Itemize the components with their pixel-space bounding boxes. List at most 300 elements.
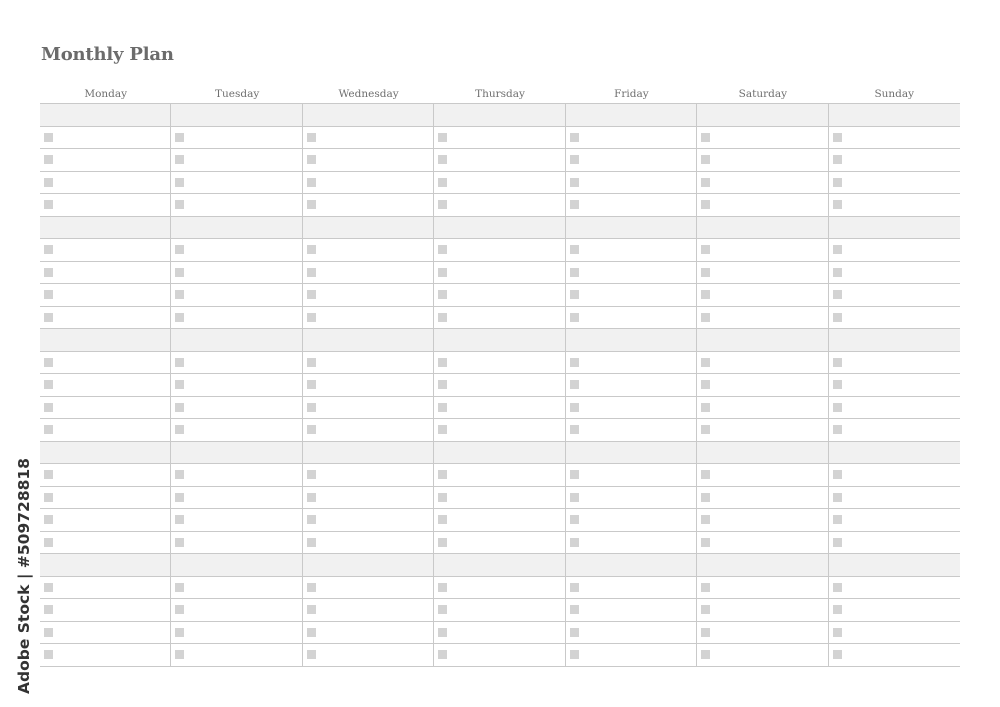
task-row[interactable]	[434, 239, 564, 262]
task-row[interactable]	[697, 397, 827, 420]
task-row[interactable]	[829, 397, 960, 420]
task-row[interactable]	[171, 127, 301, 150]
task-row[interactable]	[697, 487, 827, 510]
task-checkbox[interactable]	[570, 515, 579, 524]
task-checkbox[interactable]	[438, 380, 447, 389]
task-row[interactable]	[434, 487, 564, 510]
task-checkbox[interactable]	[833, 650, 842, 659]
task-checkbox[interactable]	[307, 425, 316, 434]
date-band[interactable]	[829, 104, 960, 127]
task-row[interactable]	[829, 464, 960, 487]
task-checkbox[interactable]	[175, 133, 184, 142]
task-checkbox[interactable]	[701, 200, 710, 209]
task-row[interactable]	[434, 172, 564, 195]
task-row[interactable]	[566, 374, 696, 397]
task-checkbox[interactable]	[833, 268, 842, 277]
task-checkbox[interactable]	[307, 358, 316, 367]
task-checkbox[interactable]	[701, 133, 710, 142]
task-checkbox[interactable]	[570, 583, 579, 592]
task-row[interactable]	[303, 352, 433, 375]
task-row[interactable]	[171, 194, 301, 217]
task-row[interactable]	[434, 352, 564, 375]
task-checkbox[interactable]	[307, 313, 316, 322]
task-row[interactable]	[40, 509, 170, 532]
date-band[interactable]	[303, 554, 433, 577]
task-row[interactable]	[829, 487, 960, 510]
task-checkbox[interactable]	[175, 290, 184, 299]
date-band[interactable]	[566, 217, 696, 240]
task-checkbox[interactable]	[438, 470, 447, 479]
task-checkbox[interactable]	[570, 155, 579, 164]
task-row[interactable]	[171, 284, 301, 307]
task-row[interactable]	[697, 127, 827, 150]
task-checkbox[interactable]	[44, 650, 53, 659]
task-checkbox[interactable]	[438, 515, 447, 524]
task-checkbox[interactable]	[701, 650, 710, 659]
date-band[interactable]	[303, 217, 433, 240]
task-checkbox[interactable]	[570, 470, 579, 479]
task-checkbox[interactable]	[570, 200, 579, 209]
task-row[interactable]	[40, 284, 170, 307]
task-row[interactable]	[303, 509, 433, 532]
date-band[interactable]	[171, 329, 301, 352]
task-checkbox[interactable]	[701, 515, 710, 524]
task-row[interactable]	[566, 599, 696, 622]
task-row[interactable]	[303, 532, 433, 555]
task-row[interactable]	[829, 644, 960, 667]
task-checkbox[interactable]	[438, 155, 447, 164]
task-row[interactable]	[434, 577, 564, 600]
task-row[interactable]	[303, 464, 433, 487]
task-checkbox[interactable]	[307, 380, 316, 389]
task-checkbox[interactable]	[44, 290, 53, 299]
task-row[interactable]	[697, 374, 827, 397]
task-row[interactable]	[829, 577, 960, 600]
task-checkbox[interactable]	[570, 358, 579, 367]
task-row[interactable]	[171, 397, 301, 420]
date-band[interactable]	[171, 217, 301, 240]
task-checkbox[interactable]	[44, 470, 53, 479]
task-checkbox[interactable]	[570, 605, 579, 614]
task-checkbox[interactable]	[833, 133, 842, 142]
date-band[interactable]	[697, 329, 827, 352]
task-row[interactable]	[566, 644, 696, 667]
task-row[interactable]	[171, 239, 301, 262]
task-checkbox[interactable]	[44, 583, 53, 592]
task-checkbox[interactable]	[701, 583, 710, 592]
task-row[interactable]	[566, 239, 696, 262]
task-checkbox[interactable]	[438, 133, 447, 142]
task-checkbox[interactable]	[701, 470, 710, 479]
task-row[interactable]	[566, 397, 696, 420]
task-checkbox[interactable]	[175, 425, 184, 434]
task-checkbox[interactable]	[307, 538, 316, 547]
task-checkbox[interactable]	[701, 605, 710, 614]
task-row[interactable]	[697, 284, 827, 307]
date-band[interactable]	[40, 217, 170, 240]
date-band[interactable]	[566, 554, 696, 577]
task-checkbox[interactable]	[701, 155, 710, 164]
task-checkbox[interactable]	[833, 178, 842, 187]
task-checkbox[interactable]	[44, 628, 53, 637]
task-checkbox[interactable]	[307, 628, 316, 637]
task-checkbox[interactable]	[44, 425, 53, 434]
task-row[interactable]	[434, 419, 564, 442]
task-row[interactable]	[171, 599, 301, 622]
task-row[interactable]	[829, 419, 960, 442]
task-checkbox[interactable]	[44, 155, 53, 164]
task-checkbox[interactable]	[175, 380, 184, 389]
task-checkbox[interactable]	[175, 515, 184, 524]
task-checkbox[interactable]	[701, 493, 710, 502]
task-checkbox[interactable]	[701, 313, 710, 322]
date-band[interactable]	[829, 217, 960, 240]
date-band[interactable]	[171, 104, 301, 127]
task-checkbox[interactable]	[175, 470, 184, 479]
task-checkbox[interactable]	[307, 268, 316, 277]
task-checkbox[interactable]	[701, 403, 710, 412]
task-checkbox[interactable]	[570, 403, 579, 412]
task-row[interactable]	[829, 599, 960, 622]
task-checkbox[interactable]	[833, 403, 842, 412]
date-band[interactable]	[40, 442, 170, 465]
task-checkbox[interactable]	[307, 178, 316, 187]
task-row[interactable]	[171, 419, 301, 442]
date-band[interactable]	[434, 329, 564, 352]
task-row[interactable]	[40, 127, 170, 150]
task-checkbox[interactable]	[175, 583, 184, 592]
task-row[interactable]	[171, 487, 301, 510]
task-row[interactable]	[303, 284, 433, 307]
task-row[interactable]	[697, 307, 827, 330]
task-checkbox[interactable]	[570, 425, 579, 434]
task-checkbox[interactable]	[570, 628, 579, 637]
task-row[interactable]	[40, 172, 170, 195]
task-row[interactable]	[303, 419, 433, 442]
task-row[interactable]	[697, 262, 827, 285]
task-checkbox[interactable]	[44, 268, 53, 277]
task-row[interactable]	[697, 172, 827, 195]
task-row[interactable]	[40, 532, 170, 555]
task-row[interactable]	[40, 599, 170, 622]
task-row[interactable]	[40, 194, 170, 217]
task-checkbox[interactable]	[307, 650, 316, 659]
task-row[interactable]	[434, 149, 564, 172]
task-row[interactable]	[829, 532, 960, 555]
task-row[interactable]	[829, 352, 960, 375]
task-row[interactable]	[434, 262, 564, 285]
date-band[interactable]	[434, 217, 564, 240]
task-checkbox[interactable]	[307, 605, 316, 614]
task-checkbox[interactable]	[438, 605, 447, 614]
task-checkbox[interactable]	[438, 425, 447, 434]
task-row[interactable]	[303, 622, 433, 645]
date-band[interactable]	[303, 329, 433, 352]
task-row[interactable]	[566, 464, 696, 487]
task-row[interactable]	[434, 644, 564, 667]
task-row[interactable]	[829, 239, 960, 262]
task-checkbox[interactable]	[833, 200, 842, 209]
task-row[interactable]	[697, 509, 827, 532]
task-checkbox[interactable]	[833, 380, 842, 389]
task-row[interactable]	[697, 577, 827, 600]
task-row[interactable]	[566, 172, 696, 195]
task-row[interactable]	[829, 127, 960, 150]
task-checkbox[interactable]	[175, 200, 184, 209]
task-checkbox[interactable]	[833, 493, 842, 502]
task-checkbox[interactable]	[44, 178, 53, 187]
task-row[interactable]	[434, 374, 564, 397]
task-checkbox[interactable]	[44, 403, 53, 412]
task-checkbox[interactable]	[44, 133, 53, 142]
task-checkbox[interactable]	[307, 403, 316, 412]
task-row[interactable]	[303, 644, 433, 667]
task-checkbox[interactable]	[438, 628, 447, 637]
task-row[interactable]	[829, 172, 960, 195]
task-row[interactable]	[829, 622, 960, 645]
task-checkbox[interactable]	[175, 155, 184, 164]
task-row[interactable]	[566, 262, 696, 285]
task-row[interactable]	[40, 577, 170, 600]
task-row[interactable]	[303, 487, 433, 510]
task-checkbox[interactable]	[307, 493, 316, 502]
task-checkbox[interactable]	[570, 538, 579, 547]
task-checkbox[interactable]	[570, 245, 579, 254]
task-row[interactable]	[303, 127, 433, 150]
task-row[interactable]	[40, 239, 170, 262]
task-row[interactable]	[171, 532, 301, 555]
task-row[interactable]	[303, 194, 433, 217]
date-band[interactable]	[40, 329, 170, 352]
task-row[interactable]	[566, 509, 696, 532]
task-row[interactable]	[40, 644, 170, 667]
date-band[interactable]	[566, 104, 696, 127]
task-row[interactable]	[697, 644, 827, 667]
task-row[interactable]	[171, 307, 301, 330]
task-checkbox[interactable]	[833, 583, 842, 592]
task-checkbox[interactable]	[833, 605, 842, 614]
task-checkbox[interactable]	[570, 290, 579, 299]
task-row[interactable]	[434, 622, 564, 645]
date-band[interactable]	[697, 217, 827, 240]
task-checkbox[interactable]	[44, 605, 53, 614]
date-band[interactable]	[303, 104, 433, 127]
task-row[interactable]	[434, 599, 564, 622]
task-checkbox[interactable]	[307, 583, 316, 592]
task-row[interactable]	[303, 307, 433, 330]
task-checkbox[interactable]	[175, 628, 184, 637]
task-checkbox[interactable]	[701, 178, 710, 187]
task-checkbox[interactable]	[701, 245, 710, 254]
task-checkbox[interactable]	[833, 313, 842, 322]
task-row[interactable]	[171, 352, 301, 375]
task-checkbox[interactable]	[44, 493, 53, 502]
task-checkbox[interactable]	[307, 515, 316, 524]
task-checkbox[interactable]	[438, 200, 447, 209]
task-row[interactable]	[40, 352, 170, 375]
date-band[interactable]	[434, 442, 564, 465]
date-band[interactable]	[829, 442, 960, 465]
task-checkbox[interactable]	[175, 268, 184, 277]
task-row[interactable]	[171, 644, 301, 667]
task-row[interactable]	[171, 172, 301, 195]
task-row[interactable]	[434, 284, 564, 307]
task-row[interactable]	[40, 307, 170, 330]
date-band[interactable]	[566, 442, 696, 465]
task-checkbox[interactable]	[175, 605, 184, 614]
task-row[interactable]	[40, 397, 170, 420]
task-checkbox[interactable]	[307, 245, 316, 254]
task-row[interactable]	[40, 262, 170, 285]
task-row[interactable]	[303, 577, 433, 600]
task-checkbox[interactable]	[175, 493, 184, 502]
task-row[interactable]	[303, 149, 433, 172]
date-band[interactable]	[434, 104, 564, 127]
task-row[interactable]	[434, 127, 564, 150]
task-checkbox[interactable]	[833, 358, 842, 367]
task-row[interactable]	[434, 307, 564, 330]
task-checkbox[interactable]	[438, 583, 447, 592]
task-checkbox[interactable]	[438, 650, 447, 659]
task-row[interactable]	[829, 374, 960, 397]
task-row[interactable]	[697, 622, 827, 645]
task-checkbox[interactable]	[307, 155, 316, 164]
task-row[interactable]	[40, 149, 170, 172]
task-checkbox[interactable]	[438, 358, 447, 367]
task-row[interactable]	[171, 262, 301, 285]
task-checkbox[interactable]	[307, 133, 316, 142]
task-checkbox[interactable]	[175, 178, 184, 187]
task-checkbox[interactable]	[44, 200, 53, 209]
task-row[interactable]	[171, 509, 301, 532]
task-row[interactable]	[697, 194, 827, 217]
task-row[interactable]	[303, 374, 433, 397]
task-checkbox[interactable]	[833, 470, 842, 479]
task-row[interactable]	[171, 464, 301, 487]
task-checkbox[interactable]	[175, 313, 184, 322]
date-band[interactable]	[829, 554, 960, 577]
task-row[interactable]	[566, 194, 696, 217]
task-row[interactable]	[697, 532, 827, 555]
task-checkbox[interactable]	[438, 290, 447, 299]
task-row[interactable]	[303, 172, 433, 195]
task-row[interactable]	[566, 532, 696, 555]
task-checkbox[interactable]	[570, 133, 579, 142]
task-checkbox[interactable]	[175, 245, 184, 254]
task-checkbox[interactable]	[44, 380, 53, 389]
task-checkbox[interactable]	[833, 425, 842, 434]
task-checkbox[interactable]	[570, 178, 579, 187]
task-checkbox[interactable]	[307, 290, 316, 299]
task-row[interactable]	[697, 239, 827, 262]
task-row[interactable]	[697, 464, 827, 487]
task-checkbox[interactable]	[701, 538, 710, 547]
task-row[interactable]	[566, 577, 696, 600]
task-row[interactable]	[40, 374, 170, 397]
task-checkbox[interactable]	[701, 380, 710, 389]
task-row[interactable]	[697, 352, 827, 375]
task-checkbox[interactable]	[44, 515, 53, 524]
task-row[interactable]	[434, 194, 564, 217]
date-band[interactable]	[829, 329, 960, 352]
task-checkbox[interactable]	[44, 358, 53, 367]
task-checkbox[interactable]	[570, 313, 579, 322]
date-band[interactable]	[303, 442, 433, 465]
task-checkbox[interactable]	[44, 313, 53, 322]
task-checkbox[interactable]	[175, 403, 184, 412]
task-row[interactable]	[566, 149, 696, 172]
task-row[interactable]	[566, 487, 696, 510]
task-row[interactable]	[434, 509, 564, 532]
task-row[interactable]	[40, 419, 170, 442]
task-checkbox[interactable]	[570, 493, 579, 502]
date-band[interactable]	[697, 554, 827, 577]
task-row[interactable]	[303, 599, 433, 622]
task-row[interactable]	[829, 509, 960, 532]
task-checkbox[interactable]	[438, 493, 447, 502]
task-checkbox[interactable]	[44, 538, 53, 547]
date-band[interactable]	[171, 554, 301, 577]
task-checkbox[interactable]	[175, 538, 184, 547]
task-row[interactable]	[566, 622, 696, 645]
task-checkbox[interactable]	[701, 628, 710, 637]
task-row[interactable]	[829, 284, 960, 307]
task-checkbox[interactable]	[833, 290, 842, 299]
task-checkbox[interactable]	[307, 470, 316, 479]
task-row[interactable]	[303, 262, 433, 285]
date-band[interactable]	[566, 329, 696, 352]
date-band[interactable]	[40, 104, 170, 127]
task-row[interactable]	[566, 127, 696, 150]
task-row[interactable]	[829, 194, 960, 217]
task-row[interactable]	[829, 262, 960, 285]
task-checkbox[interactable]	[438, 245, 447, 254]
task-checkbox[interactable]	[833, 538, 842, 547]
task-checkbox[interactable]	[701, 290, 710, 299]
task-checkbox[interactable]	[570, 380, 579, 389]
task-checkbox[interactable]	[307, 200, 316, 209]
task-row[interactable]	[40, 464, 170, 487]
task-checkbox[interactable]	[570, 268, 579, 277]
task-checkbox[interactable]	[438, 313, 447, 322]
task-row[interactable]	[697, 419, 827, 442]
task-checkbox[interactable]	[833, 155, 842, 164]
task-checkbox[interactable]	[833, 515, 842, 524]
task-row[interactable]	[40, 487, 170, 510]
task-row[interactable]	[303, 397, 433, 420]
task-row[interactable]	[697, 599, 827, 622]
date-band[interactable]	[697, 104, 827, 127]
date-band[interactable]	[434, 554, 564, 577]
task-row[interactable]	[171, 577, 301, 600]
task-checkbox[interactable]	[438, 403, 447, 412]
task-row[interactable]	[829, 149, 960, 172]
task-checkbox[interactable]	[701, 268, 710, 277]
task-row[interactable]	[434, 532, 564, 555]
task-row[interactable]	[697, 149, 827, 172]
task-row[interactable]	[566, 352, 696, 375]
task-row[interactable]	[171, 374, 301, 397]
task-checkbox[interactable]	[438, 178, 447, 187]
task-checkbox[interactable]	[44, 245, 53, 254]
task-row[interactable]	[566, 284, 696, 307]
task-row[interactable]	[303, 239, 433, 262]
task-row[interactable]	[40, 622, 170, 645]
task-row[interactable]	[171, 622, 301, 645]
task-row[interactable]	[566, 307, 696, 330]
task-row[interactable]	[829, 307, 960, 330]
task-checkbox[interactable]	[175, 358, 184, 367]
